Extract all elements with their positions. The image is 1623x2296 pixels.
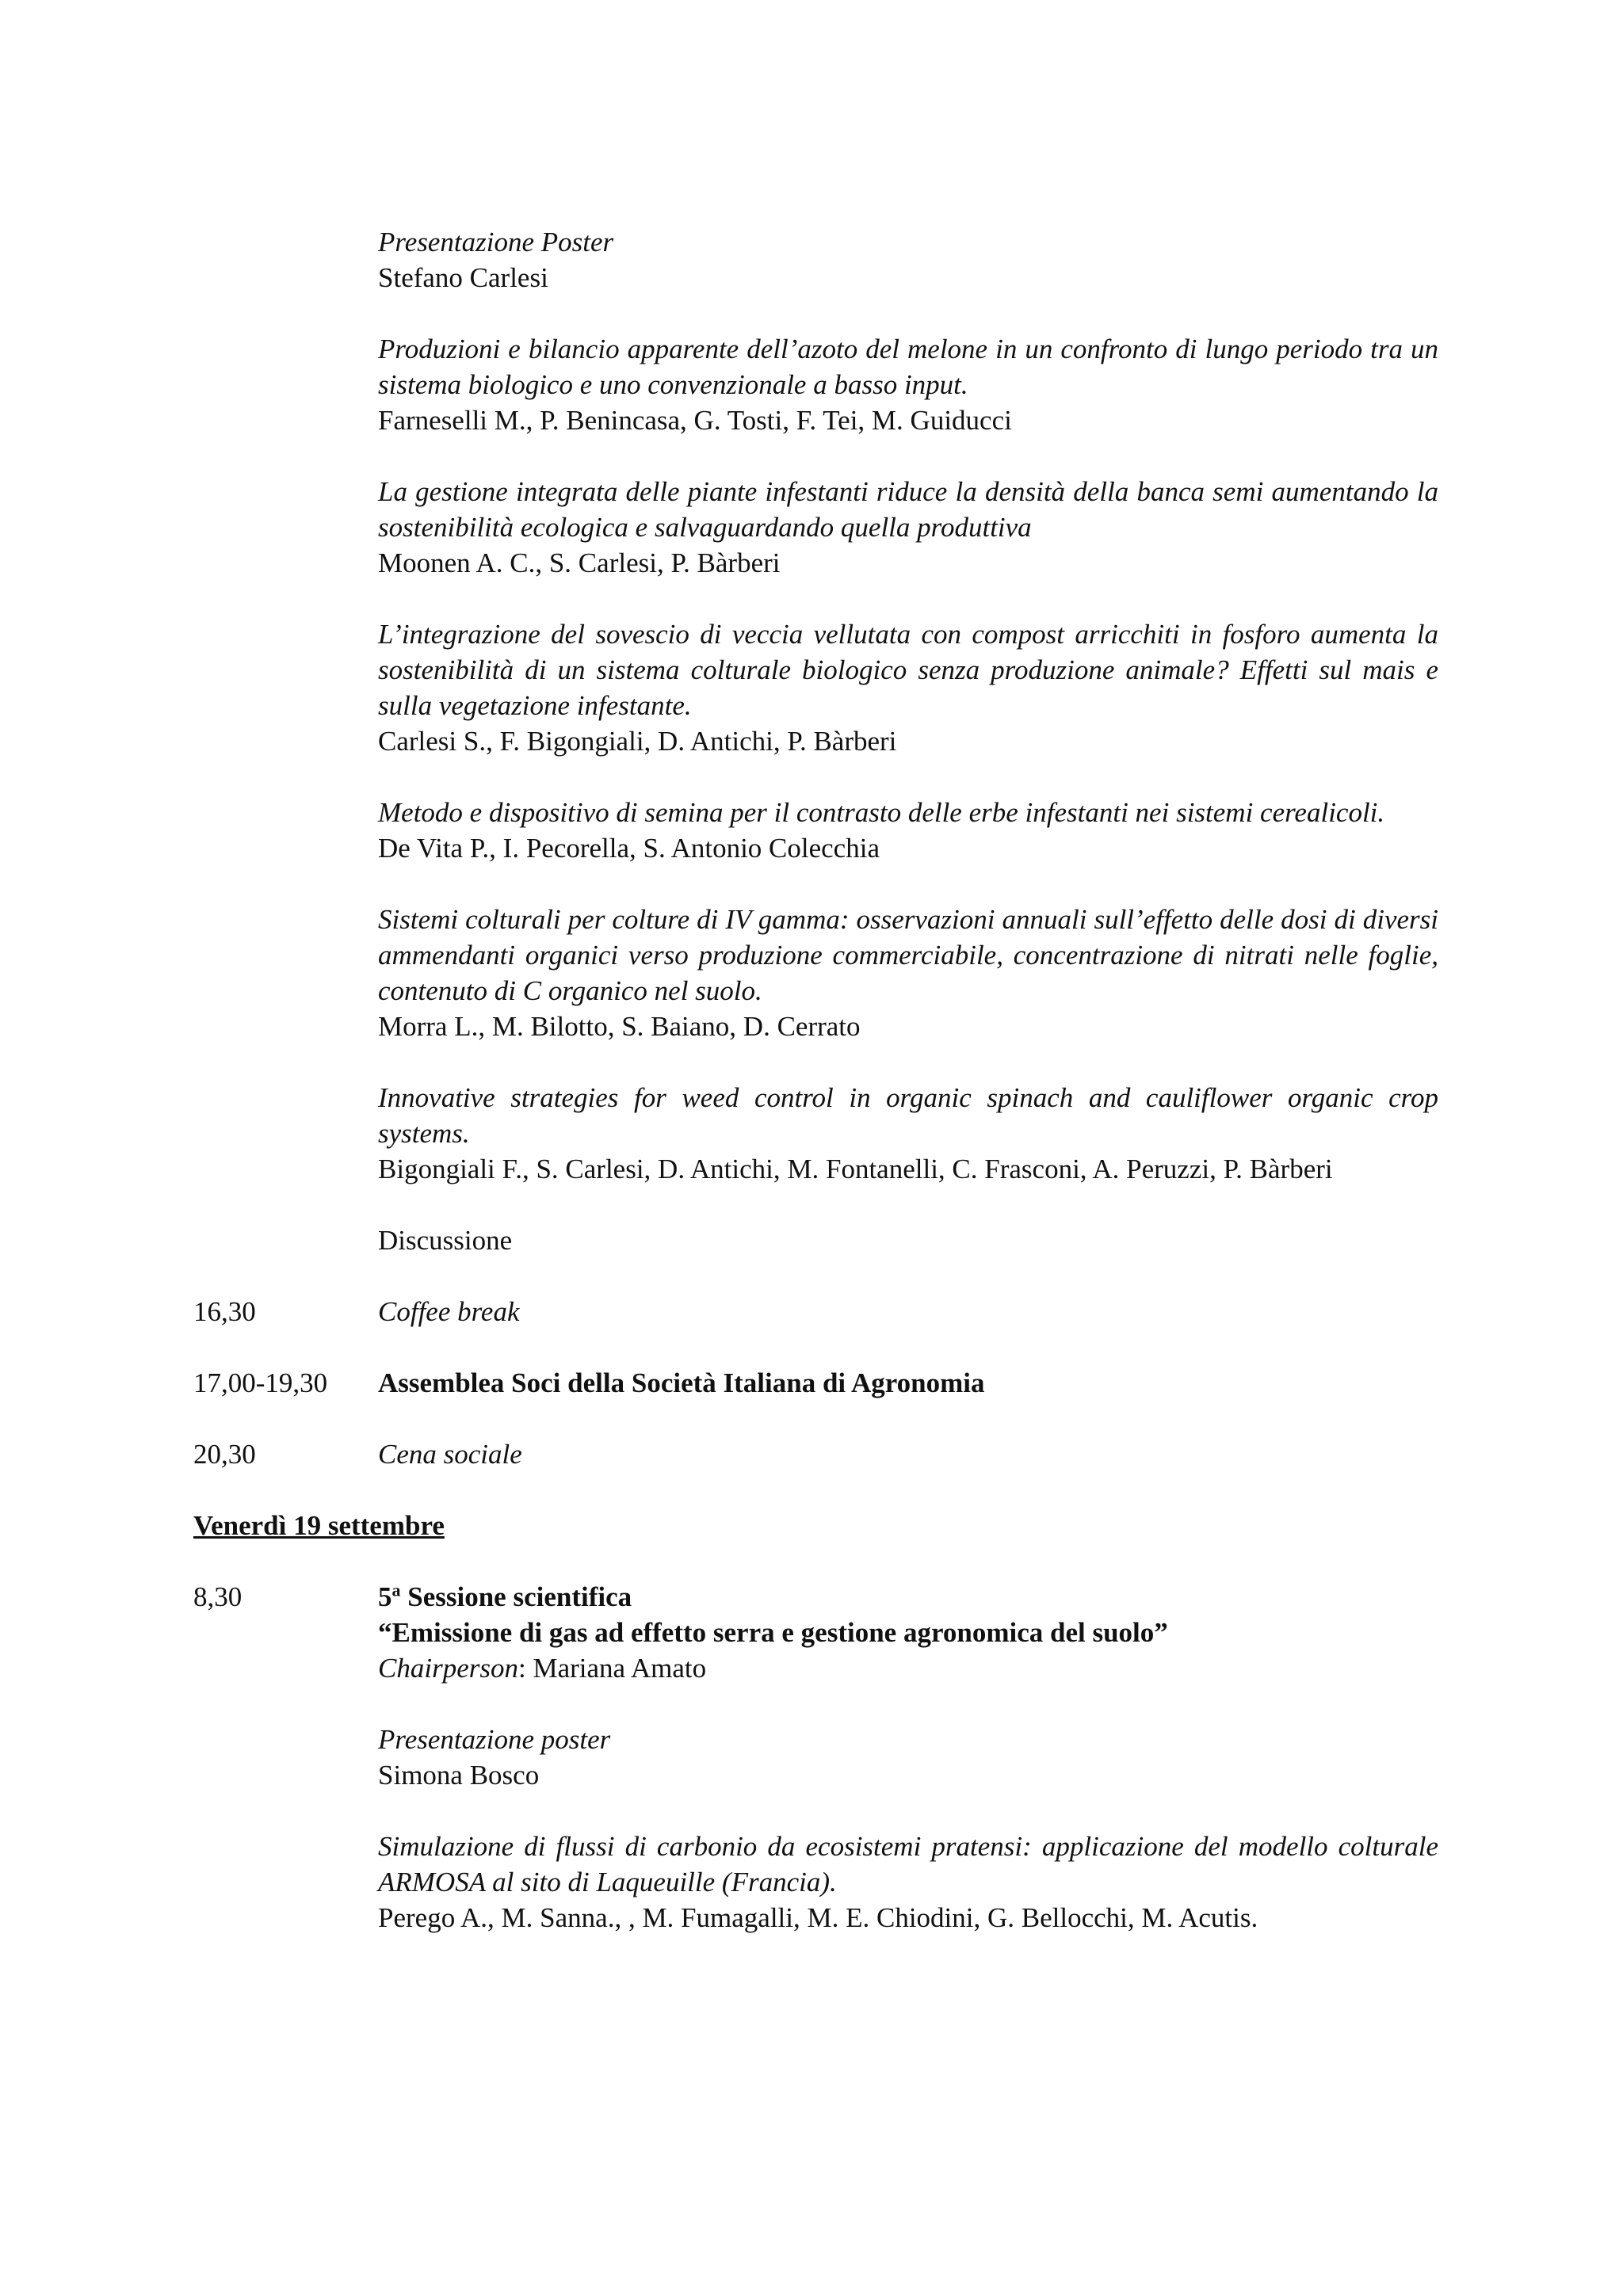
- schedule-row-dinner: [193, 1436, 1438, 1472]
- schedule-row-coffee-break: [193, 1294, 1438, 1329]
- schedule-label: Assemblea Soci della Società Italiana di Agronomia: [378, 1367, 985, 1398]
- poster-title: La gestione integrata delle piante infestanti riduce la densità della banca semi aumentando la sostenibilità ecologica e salvaguardando quella produttiva: [378, 476, 1438, 543]
- poster-title: Innovative strategies for weed control in organic spinach and cauliflower organic crop systems.: [378, 1082, 1438, 1149]
- session-number: 5: [378, 1581, 392, 1612]
- poster-entry: [378, 902, 1438, 1044]
- poster-section-label: Presentazione Poster: [378, 227, 614, 257]
- poster-entry: [378, 616, 1438, 759]
- poster-authors: De Vita P., I. Pecorella, S. Antonio Colecchia: [378, 833, 880, 864]
- poster-authors: Carlesi S., F. Bigongiali, D. Antichi, P. Bàrberi: [378, 726, 897, 757]
- poster-title: Metodo e dispositivo di semina per il contrasto delle erbe infestanti nei sistemi cerealicoli.: [378, 797, 1385, 828]
- schedule-time: 17,00-19,30: [193, 1367, 328, 1398]
- poster-authors: Morra L., M. Bilotto, S. Baiano, D. Cerrato: [378, 1011, 861, 1042]
- poster-title: Produzioni e bilancio apparente dell’azoto del melone in un confronto di lungo periodo tra un sistema biologico e uno convenzionale a basso input.: [378, 334, 1438, 400]
- session-header: [193, 1579, 1438, 1615]
- session-title: [378, 1581, 632, 1612]
- poster-authors: Bigongiali F., S. Carlesi, D. Antichi, M. Fontanelli, C. Frasconi, A. Peruzzi, P. Bàrberi: [378, 1154, 1333, 1184]
- session-chair: [378, 1650, 1438, 1686]
- chair-label: Chairperson: [378, 1653, 518, 1684]
- discussion-label: Discussione: [378, 1225, 513, 1256]
- poster-presenter: Stefano Carlesi: [378, 262, 548, 293]
- poster-section-label: Presentazione poster: [378, 1724, 611, 1755]
- poster-title: Simulazione di flussi di carbonio da ecosistemi pratensi: applicazione del modello colturale ARMOSA al sito di Laqueuille (Francia).: [378, 1831, 1438, 1897]
- schedule-time: 16,30: [193, 1296, 256, 1327]
- poster-authors: Moonen A. C., S. Carlesi, P. Bàrberi: [378, 547, 781, 578]
- chair-name: : Mariana Amato: [517, 1653, 707, 1684]
- poster-entry: [378, 474, 1438, 581]
- schedule-label: Coffee break: [378, 1296, 520, 1327]
- session-label: Sessione scientifica: [400, 1581, 632, 1612]
- schedule-label: Cena sociale: [378, 1439, 522, 1470]
- poster-presenter: Simona Bosco: [378, 1760, 540, 1791]
- poster-entry: [378, 1829, 1438, 1936]
- poster-authors: Perego A., M. Sanna., , M. Fumagalli, M. E. Chiodini, G. Bellocchi, M. Acutis.: [378, 1902, 1258, 1933]
- poster-authors: Farneselli M., P. Benincasa, G. Tosti, F. Tei, M. Guiducci: [378, 405, 1012, 436]
- schedule-row-assembly: [193, 1365, 1438, 1401]
- schedule-time: 20,30: [193, 1439, 256, 1470]
- session-number-suffix: a: [391, 1580, 401, 1600]
- poster-entry: [378, 331, 1438, 438]
- day-heading: Venerdì 19 settembre: [193, 1510, 445, 1541]
- poster-title: L’integrazione del sovescio di veccia vellutata con compost arricchiti in fosforo aumenta la sostenibilità di un sistema colturale biologico senza produzione animale? Effetti sul mais e sulla vegetazione infestante.: [378, 619, 1438, 721]
- poster-entry: [378, 1080, 1438, 1187]
- poster-entry: [378, 795, 1438, 866]
- schedule-time: 8,30: [193, 1581, 242, 1612]
- poster-title: Sistemi colturali per colture di IV gamma: osservazioni annuali sull’effetto delle dosi di diversi ammendanti organici verso produzione commerciabile, concentrazione di nitrati nelle foglie, contenuto di C organico nel suolo.: [378, 904, 1438, 1006]
- session-theme: “Emissione di gas ad effetto serra e gestione agronomica del suolo”: [378, 1617, 1168, 1648]
- program-content: [193, 224, 1438, 1936]
